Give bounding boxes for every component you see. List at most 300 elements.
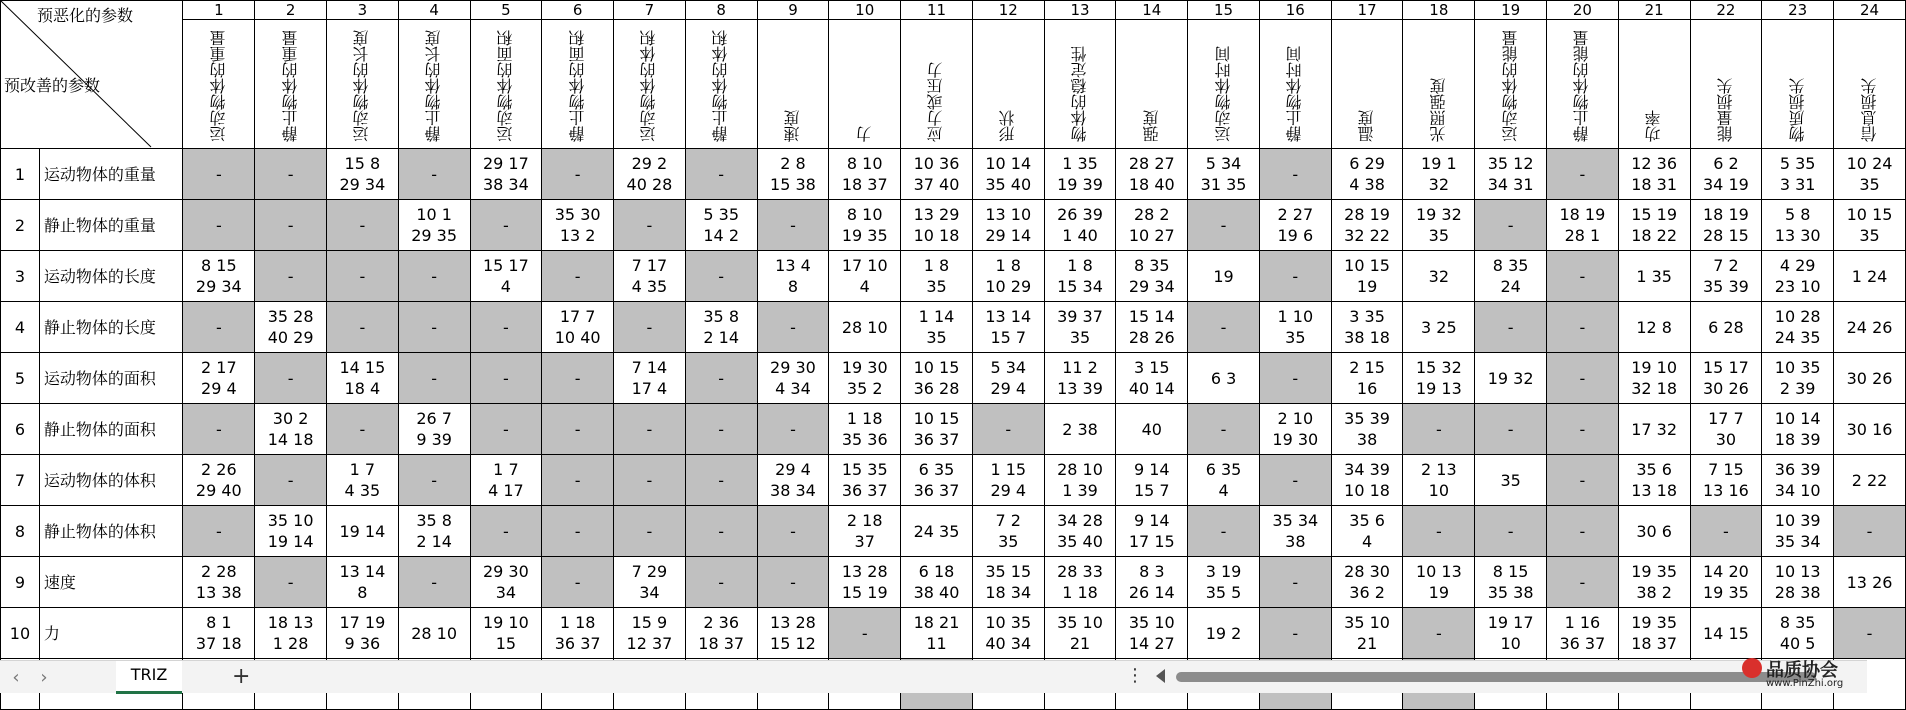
column-number[interactable]: 18 <box>1403 1 1475 20</box>
matrix-cell[interactable]: 28 30 36 2 <box>1331 557 1403 608</box>
matrix-cell[interactable]: 10 14 18 39 <box>1762 404 1834 455</box>
matrix-cell[interactable]: 4 29 23 10 <box>1762 251 1834 302</box>
column-header[interactable] <box>1618 20 1690 149</box>
matrix-cell[interactable]: 17 10 4 <box>829 251 901 302</box>
matrix-cell[interactable]: - <box>1188 404 1260 455</box>
matrix-cell[interactable]: 35 8 2 14 <box>685 302 757 353</box>
matrix-cell[interactable]: 17 19 9 36 <box>326 608 398 659</box>
matrix-cell[interactable]: 5 35 14 2 <box>685 200 757 251</box>
matrix-cell[interactable]: 6 3 <box>1188 353 1260 404</box>
matrix-cell[interactable]: - <box>1690 506 1762 557</box>
column-header[interactable] <box>255 20 327 149</box>
matrix-cell[interactable]: 13 29 10 18 <box>901 200 973 251</box>
matrix-cell[interactable]: 8 15 29 34 <box>183 251 255 302</box>
matrix-cell[interactable]: 7 14 17 4 <box>614 353 686 404</box>
matrix-cell[interactable]: 7 2 35 39 <box>1690 251 1762 302</box>
column-number[interactable]: 4 <box>398 1 470 20</box>
matrix-cell[interactable]: 35 8 2 14 <box>398 506 470 557</box>
matrix-cell[interactable]: - <box>542 149 614 200</box>
matrix-cell[interactable]: 1 16 36 37 <box>1547 608 1619 659</box>
matrix-cell[interactable]: 30 16 <box>1834 404 1906 455</box>
column-header[interactable] <box>183 20 255 149</box>
matrix-cell[interactable]: 15 32 19 13 <box>1403 353 1475 404</box>
column-number[interactable]: 1 <box>183 1 255 20</box>
matrix-cell[interactable]: - <box>398 149 470 200</box>
matrix-cell[interactable]: 5 8 13 30 <box>1762 200 1834 251</box>
matrix-cell[interactable]: 12 36 18 31 <box>1618 149 1690 200</box>
matrix-cell[interactable]: 28 10 1 39 <box>1044 455 1116 506</box>
matrix-cell[interactable]: 19 10 15 <box>470 608 542 659</box>
matrix-cell[interactable]: - <box>685 251 757 302</box>
matrix-cell[interactable]: 29 30 34 <box>470 557 542 608</box>
matrix-cell[interactable]: 19 10 32 18 <box>1618 353 1690 404</box>
matrix-cell[interactable]: 1 35 19 39 <box>1044 149 1116 200</box>
row-label[interactable]: 运动物体的面积 <box>39 353 183 404</box>
matrix-cell[interactable]: 6 29 4 38 <box>1331 149 1403 200</box>
matrix-cell[interactable]: 29 2 40 28 <box>614 149 686 200</box>
matrix-cell[interactable]: 9 14 15 7 <box>1116 455 1188 506</box>
matrix-cell[interactable]: - <box>542 353 614 404</box>
column-number[interactable]: 16 <box>1259 1 1331 20</box>
add-sheet-button[interactable]: + <box>232 664 251 689</box>
column-number[interactable]: 15 <box>1188 1 1260 20</box>
matrix-cell[interactable]: 10 14 35 40 <box>972 149 1044 200</box>
matrix-cell[interactable]: - <box>542 455 614 506</box>
matrix-cell[interactable]: 2 13 10 <box>1403 455 1475 506</box>
matrix-cell[interactable]: 7 15 13 16 <box>1690 455 1762 506</box>
matrix-cell[interactable]: 18 19 28 1 <box>1547 200 1619 251</box>
matrix-cell[interactable]: - <box>326 251 398 302</box>
column-number[interactable]: 5 <box>470 1 542 20</box>
matrix-cell[interactable]: 18 21 11 <box>901 608 973 659</box>
more-options-icon[interactable]: ⋮ <box>1126 665 1144 686</box>
column-number[interactable]: 8 <box>685 1 757 20</box>
matrix-cell[interactable]: - <box>1259 455 1331 506</box>
matrix-cell[interactable]: - <box>1188 200 1260 251</box>
matrix-cell[interactable]: 14 20 19 35 <box>1690 557 1762 608</box>
column-number[interactable]: 21 <box>1618 1 1690 20</box>
matrix-cell[interactable]: 19 32 35 <box>1403 200 1475 251</box>
matrix-cell[interactable]: 3 19 35 5 <box>1188 557 1260 608</box>
matrix-cell[interactable]: 28 2 10 27 <box>1116 200 1188 251</box>
matrix-cell[interactable]: - <box>1188 302 1260 353</box>
matrix-cell[interactable]: - <box>326 302 398 353</box>
matrix-cell[interactable]: 28 33 1 18 <box>1044 557 1116 608</box>
matrix-cell[interactable]: 10 1 29 35 <box>398 200 470 251</box>
row-label[interactable]: 运动物体的重量 <box>39 149 183 200</box>
matrix-cell[interactable]: - <box>542 506 614 557</box>
matrix-cell[interactable]: 1 18 36 37 <box>542 608 614 659</box>
row-label[interactable]: 力 <box>39 608 183 659</box>
matrix-cell[interactable]: - <box>255 200 327 251</box>
matrix-cell[interactable]: - <box>685 149 757 200</box>
matrix-cell[interactable]: 1 7 4 35 <box>326 455 398 506</box>
column-header[interactable] <box>1690 20 1762 149</box>
matrix-cell[interactable]: 35 6 4 <box>1331 506 1403 557</box>
matrix-cell[interactable]: - <box>470 353 542 404</box>
matrix-cell[interactable]: - <box>470 506 542 557</box>
matrix-cell[interactable]: - <box>1547 302 1619 353</box>
matrix-cell[interactable]: 19 30 35 2 <box>829 353 901 404</box>
matrix-cell[interactable]: - <box>255 455 327 506</box>
horizontal-scrollbar-thumb[interactable] <box>1176 672 1816 682</box>
matrix-cell[interactable]: 13 14 15 7 <box>972 302 1044 353</box>
matrix-cell[interactable]: 18 19 28 15 <box>1690 200 1762 251</box>
column-header[interactable] <box>829 20 901 149</box>
matrix-cell[interactable]: 1 8 10 29 <box>972 251 1044 302</box>
column-header[interactable] <box>901 20 973 149</box>
matrix-cell[interactable]: 28 10 <box>829 302 901 353</box>
row-number[interactable]: 4 <box>1 302 40 353</box>
matrix-cell[interactable]: 15 35 36 37 <box>829 455 901 506</box>
matrix-cell[interactable]: 13 14 8 <box>326 557 398 608</box>
matrix-cell[interactable]: 5 34 31 35 <box>1188 149 1260 200</box>
matrix-cell[interactable]: 18 13 1 28 <box>255 608 327 659</box>
column-header[interactable] <box>685 20 757 149</box>
matrix-cell[interactable]: 2 27 19 6 <box>1259 200 1331 251</box>
column-number[interactable]: 24 <box>1834 1 1906 20</box>
matrix-cell[interactable]: - <box>757 404 829 455</box>
matrix-cell[interactable]: - <box>614 302 686 353</box>
matrix-cell[interactable]: 35 28 40 29 <box>255 302 327 353</box>
matrix-cell[interactable]: 2 36 18 37 <box>685 608 757 659</box>
column-number[interactable]: 12 <box>972 1 1044 20</box>
column-header[interactable] <box>1188 20 1260 149</box>
matrix-cell[interactable]: - <box>614 455 686 506</box>
matrix-cell[interactable]: - <box>542 251 614 302</box>
column-header[interactable] <box>757 20 829 149</box>
matrix-cell[interactable]: - <box>398 251 470 302</box>
matrix-cell[interactable]: - <box>255 149 327 200</box>
matrix-cell[interactable]: - <box>255 557 327 608</box>
matrix-cell[interactable]: 29 17 38 34 <box>470 149 542 200</box>
next-sheet-button[interactable]: › <box>40 667 48 688</box>
matrix-cell[interactable]: 8 10 18 37 <box>829 149 901 200</box>
matrix-cell[interactable]: 17 7 10 40 <box>542 302 614 353</box>
matrix-cell[interactable]: 35 10 19 14 <box>255 506 327 557</box>
matrix-cell[interactable]: 10 35 40 34 <box>972 608 1044 659</box>
row-number[interactable]: 3 <box>1 251 40 302</box>
column-number[interactable]: 19 <box>1475 1 1547 20</box>
matrix-cell[interactable]: - <box>1403 506 1475 557</box>
scroll-left-arrow-icon[interactable] <box>1156 669 1165 683</box>
matrix-cell[interactable]: - <box>255 251 327 302</box>
matrix-cell[interactable]: 19 2 <box>1188 608 1260 659</box>
matrix-cell[interactable]: - <box>829 608 901 659</box>
matrix-cell[interactable]: - <box>1259 149 1331 200</box>
matrix-cell[interactable]: 30 6 <box>1618 506 1690 557</box>
matrix-cell[interactable]: - <box>685 506 757 557</box>
matrix-cell[interactable]: 6 2 34 19 <box>1690 149 1762 200</box>
matrix-cell[interactable]: - <box>398 302 470 353</box>
sheet-tab-triz[interactable]: TRIZ <box>116 661 182 694</box>
matrix-cell[interactable]: 15 17 30 26 <box>1690 353 1762 404</box>
column-number[interactable]: 6 <box>542 1 614 20</box>
matrix-cell[interactable]: 15 17 4 <box>470 251 542 302</box>
matrix-cell[interactable]: 15 8 29 34 <box>326 149 398 200</box>
matrix-cell[interactable]: - <box>1547 149 1619 200</box>
column-header[interactable] <box>1762 20 1834 149</box>
matrix-cell[interactable]: 35 10 21 <box>1331 608 1403 659</box>
matrix-cell[interactable]: 7 2 35 <box>972 506 1044 557</box>
matrix-cell[interactable]: 19 <box>1188 251 1260 302</box>
matrix-cell[interactable]: 10 13 28 38 <box>1762 557 1834 608</box>
row-number[interactable]: 8 <box>1 506 40 557</box>
column-number[interactable]: 14 <box>1116 1 1188 20</box>
matrix-cell[interactable]: 17 7 30 <box>1690 404 1762 455</box>
matrix-cell[interactable]: 34 28 35 40 <box>1044 506 1116 557</box>
column-header[interactable] <box>614 20 686 149</box>
matrix-cell[interactable]: - <box>1259 353 1331 404</box>
matrix-cell[interactable]: 19 14 <box>326 506 398 557</box>
matrix-cell[interactable]: 26 39 1 40 <box>1044 200 1116 251</box>
matrix-cell[interactable]: 14 15 18 4 <box>326 353 398 404</box>
matrix-cell[interactable]: 8 10 19 35 <box>829 200 901 251</box>
matrix-cell[interactable]: 10 28 24 35 <box>1762 302 1834 353</box>
matrix-cell[interactable]: 13 28 15 12 <box>757 608 829 659</box>
matrix-cell[interactable]: 8 15 35 38 <box>1475 557 1547 608</box>
column-header[interactable] <box>1403 20 1475 149</box>
matrix-cell[interactable]: - <box>542 404 614 455</box>
matrix-cell[interactable]: 10 36 37 40 <box>901 149 973 200</box>
matrix-cell[interactable]: 2 8 15 38 <box>757 149 829 200</box>
matrix-cell[interactable]: 1 24 <box>1834 251 1906 302</box>
row-number[interactable]: 10 <box>1 608 40 659</box>
matrix-cell[interactable]: 1 7 4 17 <box>470 455 542 506</box>
matrix-cell[interactable]: 35 39 38 <box>1331 404 1403 455</box>
matrix-cell[interactable]: 35 34 38 <box>1259 506 1331 557</box>
matrix-cell[interactable]: 15 19 18 22 <box>1618 200 1690 251</box>
matrix-cell[interactable]: 35 10 21 <box>1044 608 1116 659</box>
matrix-cell[interactable]: 17 32 <box>1618 404 1690 455</box>
matrix-cell[interactable]: - <box>1475 302 1547 353</box>
matrix-cell[interactable]: 39 37 35 <box>1044 302 1116 353</box>
column-number[interactable]: 22 <box>1690 1 1762 20</box>
matrix-cell[interactable]: 3 35 38 18 <box>1331 302 1403 353</box>
matrix-cell[interactable]: - <box>1475 200 1547 251</box>
matrix-cell[interactable]: 10 13 19 <box>1403 557 1475 608</box>
matrix-cell[interactable]: - <box>183 506 255 557</box>
matrix-cell[interactable]: - <box>757 302 829 353</box>
matrix-cell[interactable]: - <box>1547 404 1619 455</box>
matrix-cell[interactable]: 2 15 16 <box>1331 353 1403 404</box>
matrix-cell[interactable]: 1 8 35 <box>901 251 973 302</box>
matrix-cell[interactable]: - <box>757 557 829 608</box>
matrix-cell[interactable]: 2 38 <box>1044 404 1116 455</box>
matrix-cell[interactable]: - <box>757 200 829 251</box>
column-header[interactable] <box>1259 20 1331 149</box>
matrix-cell[interactable]: - <box>1259 251 1331 302</box>
matrix-cell[interactable]: - <box>1547 251 1619 302</box>
matrix-cell[interactable]: - <box>1403 608 1475 659</box>
matrix-cell[interactable]: 12 8 <box>1618 302 1690 353</box>
matrix-cell[interactable]: 9 14 17 15 <box>1116 506 1188 557</box>
column-number[interactable]: 11 <box>901 1 973 20</box>
matrix-cell[interactable]: 13 28 15 19 <box>829 557 901 608</box>
column-number[interactable]: 13 <box>1044 1 1116 20</box>
matrix-cell[interactable]: 5 35 3 31 <box>1762 149 1834 200</box>
matrix-cell[interactable]: 40 <box>1116 404 1188 455</box>
matrix-cell[interactable]: 1 35 <box>1618 251 1690 302</box>
matrix-cell[interactable]: 1 10 35 <box>1259 302 1331 353</box>
matrix-cell[interactable]: 35 12 34 31 <box>1475 149 1547 200</box>
matrix-cell[interactable]: 19 17 10 <box>1475 608 1547 659</box>
column-number[interactable]: 9 <box>757 1 829 20</box>
matrix-cell[interactable]: 10 35 2 39 <box>1762 353 1834 404</box>
matrix-cell[interactable]: 10 15 36 28 <box>901 353 973 404</box>
matrix-cell[interactable]: 10 15 19 <box>1331 251 1403 302</box>
matrix-cell[interactable]: 10 24 35 <box>1834 149 1906 200</box>
matrix-cell[interactable]: - <box>326 404 398 455</box>
matrix-cell[interactable]: - <box>183 302 255 353</box>
matrix-cell[interactable]: 8 35 29 34 <box>1116 251 1188 302</box>
matrix-cell[interactable]: 10 15 35 <box>1834 200 1906 251</box>
matrix-cell[interactable]: - <box>1834 608 1906 659</box>
matrix-cell[interactable]: 2 17 29 4 <box>183 353 255 404</box>
row-number[interactable]: 5 <box>1 353 40 404</box>
row-label[interactable]: 速度 <box>39 557 183 608</box>
matrix-cell[interactable]: - <box>685 353 757 404</box>
matrix-cell[interactable]: - <box>972 404 1044 455</box>
row-label[interactable]: 静止物体的体积 <box>39 506 183 557</box>
row-label[interactable]: 运动物体的体积 <box>39 455 183 506</box>
row-label[interactable]: 静止物体的重量 <box>39 200 183 251</box>
column-header[interactable] <box>1475 20 1547 149</box>
column-header[interactable] <box>542 20 614 149</box>
matrix-cell[interactable]: - <box>1547 557 1619 608</box>
matrix-cell[interactable]: 11 2 13 39 <box>1044 353 1116 404</box>
row-label[interactable]: 静止物体的长度 <box>39 302 183 353</box>
column-header[interactable] <box>470 20 542 149</box>
matrix-cell[interactable]: 28 19 32 22 <box>1331 200 1403 251</box>
matrix-cell[interactable]: 19 35 18 37 <box>1618 608 1690 659</box>
matrix-cell[interactable]: 14 15 <box>1690 608 1762 659</box>
matrix-cell[interactable]: 6 35 4 <box>1188 455 1260 506</box>
matrix-cell[interactable]: 7 17 4 35 <box>614 251 686 302</box>
matrix-cell[interactable]: - <box>614 200 686 251</box>
matrix-cell[interactable]: 7 29 34 <box>614 557 686 608</box>
matrix-cell[interactable]: - <box>1547 455 1619 506</box>
matrix-cell[interactable]: - <box>685 557 757 608</box>
matrix-cell[interactable]: 1 15 29 4 <box>972 455 1044 506</box>
column-number[interactable]: 23 <box>1762 1 1834 20</box>
matrix-cell[interactable]: - <box>183 200 255 251</box>
row-number[interactable]: 6 <box>1 404 40 455</box>
matrix-cell[interactable]: - <box>183 149 255 200</box>
column-number[interactable]: 20 <box>1547 1 1619 20</box>
matrix-cell[interactable]: 36 39 34 10 <box>1762 455 1834 506</box>
column-header[interactable] <box>326 20 398 149</box>
column-number[interactable]: 3 <box>326 1 398 20</box>
matrix-cell[interactable]: - <box>1547 506 1619 557</box>
matrix-cell[interactable]: 6 35 36 37 <box>901 455 973 506</box>
corner-cell[interactable] <box>1 1 183 149</box>
column-header[interactable] <box>398 20 470 149</box>
column-header[interactable] <box>972 20 1044 149</box>
column-number[interactable]: 17 <box>1331 1 1403 20</box>
matrix-cell[interactable]: 15 9 12 37 <box>614 608 686 659</box>
matrix-cell[interactable]: - <box>542 557 614 608</box>
column-number[interactable]: 7 <box>614 1 686 20</box>
matrix-cell[interactable]: - <box>398 557 470 608</box>
matrix-cell[interactable]: 29 30 4 34 <box>757 353 829 404</box>
matrix-cell[interactable]: 6 28 <box>1690 302 1762 353</box>
matrix-cell[interactable]: - <box>1259 557 1331 608</box>
matrix-cell[interactable]: - <box>470 302 542 353</box>
matrix-cell[interactable]: 35 10 14 27 <box>1116 608 1188 659</box>
matrix-cell[interactable]: 8 35 40 5 <box>1762 608 1834 659</box>
matrix-cell[interactable]: 35 6 13 18 <box>1618 455 1690 506</box>
matrix-cell[interactable]: 30 26 <box>1834 353 1906 404</box>
matrix-cell[interactable]: 29 4 38 34 <box>757 455 829 506</box>
matrix-cell[interactable]: 1 8 15 34 <box>1044 251 1116 302</box>
matrix-cell[interactable]: 1 18 35 36 <box>829 404 901 455</box>
matrix-cell[interactable]: - <box>614 404 686 455</box>
matrix-cell[interactable]: - <box>1834 506 1906 557</box>
row-number[interactable]: 2 <box>1 200 40 251</box>
row-label[interactable]: 运动物体的长度 <box>39 251 183 302</box>
matrix-cell[interactable]: - <box>757 506 829 557</box>
matrix-cell[interactable]: 8 1 37 18 <box>183 608 255 659</box>
matrix-cell[interactable]: 6 18 38 40 <box>901 557 973 608</box>
prev-sheet-button[interactable]: ‹ <box>12 667 20 688</box>
matrix-cell[interactable]: - <box>398 353 470 404</box>
matrix-cell[interactable]: 35 <box>1475 455 1547 506</box>
column-header[interactable] <box>1044 20 1116 149</box>
matrix-cell[interactable]: 19 35 38 2 <box>1618 557 1690 608</box>
matrix-cell[interactable]: 35 30 13 2 <box>542 200 614 251</box>
matrix-cell[interactable]: 3 25 <box>1403 302 1475 353</box>
column-header[interactable] <box>1331 20 1403 149</box>
matrix-cell[interactable]: - <box>1547 353 1619 404</box>
matrix-cell[interactable]: - <box>685 455 757 506</box>
matrix-cell[interactable]: - <box>685 404 757 455</box>
column-header[interactable] <box>1116 20 1188 149</box>
matrix-cell[interactable]: 2 18 37 <box>829 506 901 557</box>
matrix-cell[interactable]: - <box>1475 506 1547 557</box>
matrix-cell[interactable]: 35 15 18 34 <box>972 557 1044 608</box>
matrix-cell[interactable]: 10 15 36 37 <box>901 404 973 455</box>
column-header[interactable] <box>1547 20 1619 149</box>
matrix-cell[interactable]: 24 26 <box>1834 302 1906 353</box>
column-number[interactable]: 2 <box>255 1 327 20</box>
matrix-cell[interactable]: 28 27 18 40 <box>1116 149 1188 200</box>
matrix-cell[interactable]: - <box>1403 404 1475 455</box>
matrix-cell[interactable]: 2 26 29 40 <box>183 455 255 506</box>
matrix-cell[interactable]: - <box>1188 506 1260 557</box>
column-header[interactable] <box>1834 20 1906 149</box>
matrix-cell[interactable]: 34 39 10 18 <box>1331 455 1403 506</box>
matrix-cell[interactable]: 3 15 40 14 <box>1116 353 1188 404</box>
row-label[interactable]: 静止物体的面积 <box>39 404 183 455</box>
matrix-cell[interactable]: - <box>1475 404 1547 455</box>
matrix-cell[interactable]: 19 32 <box>1475 353 1547 404</box>
matrix-cell[interactable]: 5 34 29 4 <box>972 353 1044 404</box>
matrix-cell[interactable]: - <box>470 404 542 455</box>
matrix-cell[interactable]: 28 10 <box>398 608 470 659</box>
matrix-cell[interactable]: 13 4 8 <box>757 251 829 302</box>
matrix-cell[interactable]: 1 14 35 <box>901 302 973 353</box>
matrix-cell[interactable]: 8 35 24 <box>1475 251 1547 302</box>
matrix-cell[interactable]: 2 28 13 38 <box>183 557 255 608</box>
matrix-cell[interactable]: 2 10 19 30 <box>1259 404 1331 455</box>
matrix-cell[interactable]: - <box>470 200 542 251</box>
row-number[interactable]: 9 <box>1 557 40 608</box>
matrix-cell[interactable]: 26 7 9 39 <box>398 404 470 455</box>
row-number[interactable]: 1 <box>1 149 40 200</box>
matrix-cell[interactable]: - <box>255 353 327 404</box>
column-number[interactable]: 10 <box>829 1 901 20</box>
